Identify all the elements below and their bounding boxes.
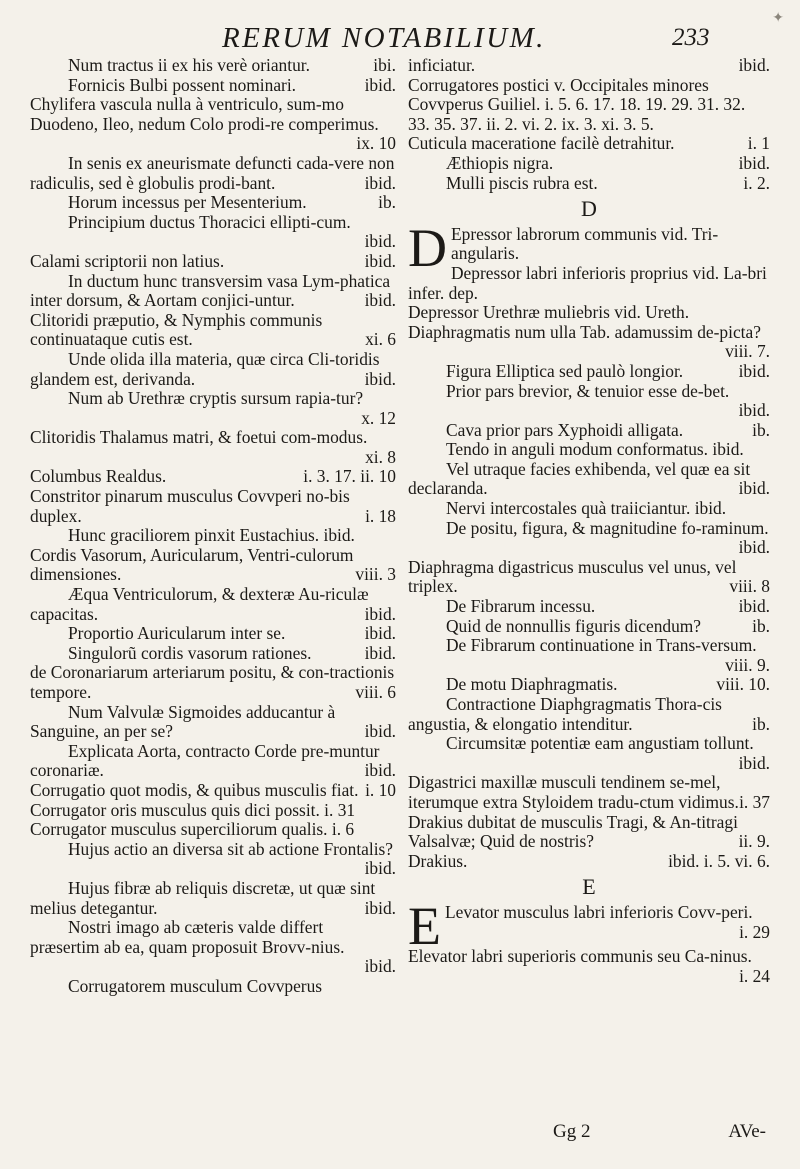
index-entry bbox=[408, 382, 770, 421]
entry-reference: ibid. bbox=[364, 74, 396, 95]
entry-text: Drakius. bbox=[408, 850, 468, 871]
entry-text: Diaphragma digastricus musculus vel unus, vel triplex. bbox=[408, 556, 737, 597]
entry-reference: ib. bbox=[752, 615, 770, 636]
entry-reference: ibid. bbox=[364, 956, 396, 977]
entry-reference: ibid. bbox=[364, 603, 396, 624]
right-entries-d bbox=[408, 217, 770, 872]
entry-text: Clitoridi præputio, & Nymphis communis continuataque cutis est. bbox=[30, 309, 323, 350]
index-entry bbox=[30, 526, 396, 546]
index-entry bbox=[30, 820, 396, 840]
index-entry bbox=[30, 213, 396, 252]
index-entry bbox=[30, 56, 396, 76]
index-entry bbox=[30, 703, 396, 742]
index-entry bbox=[408, 362, 770, 382]
index-entry bbox=[408, 76, 770, 135]
entry-reference: ibid. bbox=[364, 721, 396, 742]
entry-reference: ibid. bbox=[364, 231, 396, 252]
entry-text: Singulorũ cordis vasorum rationes. bbox=[68, 642, 312, 663]
entry-text: Quid de nonnullis figuris dicendum? bbox=[446, 615, 702, 636]
index-entry bbox=[408, 217, 770, 278]
entry-text: Corrugatores postici v. Occipitales minores Covvperus Guiliel. i. 5. 6. 17. 18. 19. 29. 31. 32. 33. 35. 37. ii. 2. vi. 2. ix. 3. xi. 3. 5. bbox=[408, 74, 746, 134]
index-entry bbox=[30, 389, 396, 428]
entry-reference: ibid. bbox=[738, 478, 770, 499]
entry-text: Corrugatorem musculum Covvperus bbox=[68, 975, 323, 996]
entry-reference: viii. 9. bbox=[725, 654, 770, 675]
index-entry bbox=[30, 350, 396, 389]
index-entry bbox=[30, 879, 396, 918]
index-entry bbox=[30, 154, 396, 193]
index-entry bbox=[408, 440, 770, 460]
entry-reference: ii. 9. bbox=[738, 831, 770, 852]
index-entry bbox=[30, 467, 396, 487]
index-entry bbox=[30, 311, 396, 350]
index-entry bbox=[30, 781, 396, 801]
entry-text: Unde olida illa materia, quæ circa Cli-toridis glandem est, derivanda. bbox=[30, 348, 380, 389]
entry-text: Cava prior pars Xyphoidi alligata. bbox=[446, 419, 684, 440]
entry-reference: ibid. bbox=[738, 400, 770, 421]
entry-reference: ibid. bbox=[364, 250, 396, 271]
drop-cap: D bbox=[408, 217, 447, 278]
index-entry bbox=[30, 801, 396, 821]
index-entry bbox=[30, 977, 396, 997]
index-entry bbox=[408, 323, 770, 362]
entry-text: De positu, figura, & magnitudine fo-raminum. bbox=[446, 517, 769, 538]
index-entry bbox=[408, 264, 770, 303]
entry-reference: ib. bbox=[378, 192, 396, 213]
entry-text: Figura Elliptica sed paulò longior. bbox=[446, 360, 684, 381]
entry-text: Num ab Urethræ cryptis sursum rapia-tur? bbox=[68, 388, 364, 409]
entry-text: Columbus Realdus. bbox=[30, 466, 167, 487]
entry-reference: ib. bbox=[752, 419, 770, 440]
entry-text: Hunc graciliorem pinxit Eustachius. ibid. bbox=[68, 525, 355, 546]
index-entry bbox=[30, 76, 396, 96]
entry-text: de Coronariarum arteriarum positu, & con-tractionis tempore. bbox=[30, 662, 395, 702]
index-entry bbox=[408, 773, 770, 812]
section-letter-d: D bbox=[581, 196, 597, 222]
entry-reference: ibid. bbox=[364, 623, 396, 644]
index-entry bbox=[30, 585, 396, 624]
index-entry bbox=[30, 546, 396, 585]
entry-reference: ix. 10 bbox=[356, 133, 396, 154]
entry-text: Corrugator oris musculus quis dici possit. i. 31 bbox=[30, 799, 356, 820]
index-entry bbox=[408, 519, 770, 558]
index-entry bbox=[408, 734, 770, 773]
entry-reference: viii. 10. bbox=[716, 674, 770, 695]
entry-text: Cuticula maceratione facilè detrahitur. bbox=[408, 133, 675, 154]
entry-text: In ductum hunc transversim vasa Lym-phatica inter dorsum, & Aortam conjici-untur. bbox=[30, 270, 391, 311]
entry-text: Mulli piscis rubra est. bbox=[446, 172, 598, 193]
entry-text: Num tractus ii ex his verè oriantur. bbox=[68, 55, 310, 75]
signature-mark: Gg 2 bbox=[553, 1121, 591, 1142]
entry-text: De Fibrarum incessu. bbox=[446, 596, 596, 617]
entry-text: Chylifera vascula nulla à ventriculo, sum-mo Duodeno, Ileo, nedum Colo prodi-re comperimus. bbox=[30, 94, 379, 134]
entry-text: Epressor labrorum communis vid. Tri-angularis. bbox=[451, 223, 719, 264]
index-entry bbox=[408, 421, 770, 441]
right-column bbox=[408, 56, 770, 986]
entry-reference: ibid. bbox=[738, 152, 770, 173]
index-entry bbox=[408, 56, 770, 76]
index-entry bbox=[30, 644, 396, 664]
page-title: RERUM NOTABILIUM. bbox=[222, 22, 546, 54]
entry-reference: i. 1 bbox=[747, 133, 770, 154]
entry-reference: viii. 8 bbox=[729, 576, 770, 597]
entry-reference: ibid. bbox=[364, 858, 396, 879]
entry-text: Explicata Aorta, contracto Corde pre-muntur coronariæ. bbox=[30, 740, 380, 781]
entry-text: Depressor labri inferioris proprius vid. La-bri infer. dep. bbox=[408, 262, 767, 303]
index-entry bbox=[408, 303, 770, 323]
entry-text: Cordis Vasorum, Auricularum, Ventri-culorum dimensiones. bbox=[30, 544, 354, 585]
section-letter-e: E bbox=[582, 874, 596, 900]
entry-text: Corrugator musculus superciliorum qualis. i. 6 bbox=[30, 819, 355, 840]
drop-cap: E bbox=[408, 895, 441, 956]
entry-reference: xi. 6 bbox=[365, 329, 396, 350]
entry-text: Circumsitæ potentiæ eam angustiam tollunt. bbox=[446, 733, 754, 754]
entry-reference: ibid. bbox=[738, 55, 770, 75]
entry-reference: ibid. bbox=[364, 760, 396, 781]
index-entry bbox=[30, 193, 396, 213]
index-entry bbox=[408, 460, 770, 499]
entry-text: Clitoridis Thalamus matri, & foetui com-modus. bbox=[30, 427, 368, 448]
entry-reference: i. 37 bbox=[739, 791, 770, 812]
entry-reference: ibid. bbox=[364, 172, 396, 193]
entry-reference: viii. 3 bbox=[355, 564, 396, 585]
entry-text: Digastrici maxillæ musculi tendinem se-mel, iterumque extra Styloidem tradu-ctum vidimus. bbox=[408, 772, 739, 812]
entry-text: Levator musculus labri inferioris Covv-peri. bbox=[445, 901, 753, 922]
entry-text: Nervi intercostales quà traiiciantur. ibid. bbox=[446, 498, 727, 519]
entry-text: Vel utraque facies exhibenda, vel quæ ea sit declaranda. bbox=[408, 458, 751, 499]
index-entry bbox=[30, 624, 396, 644]
entry-text: Tendo in anguli modum conformatus. ibid. bbox=[446, 439, 744, 460]
right-entries-e bbox=[408, 895, 770, 986]
entry-text: inficiatur. bbox=[408, 55, 476, 75]
entry-reference: ibid. bbox=[364, 368, 396, 389]
entry-text: Hujus fibræ ab reliquis discretæ, ut quæ sint melius detegantur. bbox=[30, 877, 376, 918]
index-entry bbox=[408, 174, 770, 194]
entry-reference: ib. bbox=[752, 713, 770, 734]
entry-text: Contractione Diaphgragmatis Thora-cis angustia, & elongatio intenditur. bbox=[408, 694, 722, 734]
left-column bbox=[30, 56, 396, 997]
entry-text: Nostri imago ab cæteris valde differt præsertim ab ea, quam proposuit Brovv-nius. bbox=[30, 917, 345, 957]
index-entry bbox=[408, 636, 770, 675]
entry-text: Diaphragmatis num ulla Tab. adamussim de-picta? bbox=[408, 321, 761, 342]
entry-text: Horum incessus per Mesenterium. bbox=[68, 192, 307, 213]
entry-text: Principium ductus Thoracici ellipti-cum. bbox=[68, 211, 351, 232]
entry-text: Fornicis Bulbi possent nominari. bbox=[68, 74, 297, 95]
entry-reference: viii. 6 bbox=[355, 682, 396, 702]
entry-text: Drakius dubitat de musculis Tragi, & An-titragi Valsalvæ; Quid de nostris? bbox=[408, 811, 738, 852]
entry-reference: ibid. bbox=[738, 537, 770, 558]
index-entry bbox=[30, 95, 396, 154]
entry-reference: i. 29 bbox=[739, 921, 770, 942]
entry-reference: ibid. bbox=[738, 752, 770, 773]
entry-text: Proportio Auricularum inter se. bbox=[68, 623, 286, 644]
index-entry bbox=[408, 154, 770, 174]
index-entry bbox=[408, 695, 770, 734]
entry-reference: ibid. bbox=[364, 290, 396, 311]
entry-reference: i. 2. bbox=[743, 172, 770, 193]
index-entry bbox=[30, 742, 396, 781]
index-entry bbox=[408, 597, 770, 617]
entry-reference: x. 12 bbox=[361, 407, 396, 428]
page-number: 233 bbox=[672, 24, 710, 51]
index-entry bbox=[30, 428, 396, 467]
entry-text: Calami scriptorii non latius. bbox=[30, 250, 225, 271]
entry-reference: ibid. bbox=[738, 596, 770, 617]
entry-text: Corrugatio quot modis, & quibus musculis fiat. bbox=[30, 779, 359, 800]
entry-text: Æthiopis nigra. bbox=[446, 152, 554, 173]
index-entry bbox=[30, 252, 396, 272]
index-entry bbox=[30, 663, 396, 702]
index-entry bbox=[30, 487, 396, 526]
index-entry bbox=[30, 840, 396, 879]
entry-text: Constritor pinarum musculus Covvperi no-bis duplex. bbox=[30, 486, 350, 526]
entry-text: In senis ex aneurismate defuncti cada-vere non radiculis, sed è globulis prodi-bant. bbox=[30, 152, 395, 193]
entry-reference: ibid. bbox=[364, 642, 396, 663]
page-footer bbox=[408, 1121, 770, 1151]
entry-reference: i. 10 bbox=[365, 779, 396, 800]
index-entry bbox=[30, 918, 396, 977]
index-entry bbox=[408, 947, 770, 986]
entry-reference: i. 24 bbox=[739, 965, 770, 986]
index-entry bbox=[408, 558, 770, 597]
entry-text: Æqua Ventriculorum, & dexteræ Au-riculæ capacitas. bbox=[30, 584, 369, 624]
entry-text: De motu Diaphragmatis. bbox=[446, 674, 618, 695]
right-entries-c bbox=[408, 56, 770, 193]
entry-reference: ibid. bbox=[364, 897, 396, 918]
entry-reference: ibid. i. 5. vi. 6. bbox=[668, 850, 770, 871]
entry-reference: xi. 8 bbox=[365, 446, 396, 467]
entry-reference: ibid. bbox=[738, 360, 770, 381]
entry-text: Depressor Urethræ muliebris vid. Ureth. bbox=[408, 302, 690, 323]
entry-reference: i. 18 bbox=[365, 505, 396, 526]
index-entry bbox=[30, 272, 396, 311]
ornament-mark: ✦ bbox=[772, 11, 784, 26]
index-entry bbox=[408, 134, 770, 154]
index-entry bbox=[408, 617, 770, 637]
entry-reference: i. 3. 17. ii. 10 bbox=[303, 466, 396, 487]
entry-text: De Fibrarum continuatione in Trans-versum. bbox=[446, 635, 757, 656]
index-entry bbox=[408, 675, 770, 695]
index-entry bbox=[408, 852, 770, 872]
catchword: AVe- bbox=[728, 1121, 766, 1142]
entry-reference: viii. 7. bbox=[725, 341, 770, 362]
entry-reference: ibi. bbox=[373, 55, 396, 75]
entry-text: Num Valvulæ Sigmoides adducantur à Sanguine, an per se? bbox=[30, 701, 336, 742]
entry-text: Prior pars brevior, & tenuior esse de-bet. bbox=[446, 380, 730, 401]
index-entry bbox=[408, 813, 770, 852]
entry-text: Hujus actio an diversa sit ab actione Frontalis? bbox=[68, 838, 394, 859]
entry-text: Elevator labri superioris communis seu Ca-ninus. bbox=[408, 945, 752, 966]
running-head bbox=[0, 22, 800, 56]
index-entry bbox=[408, 499, 770, 519]
